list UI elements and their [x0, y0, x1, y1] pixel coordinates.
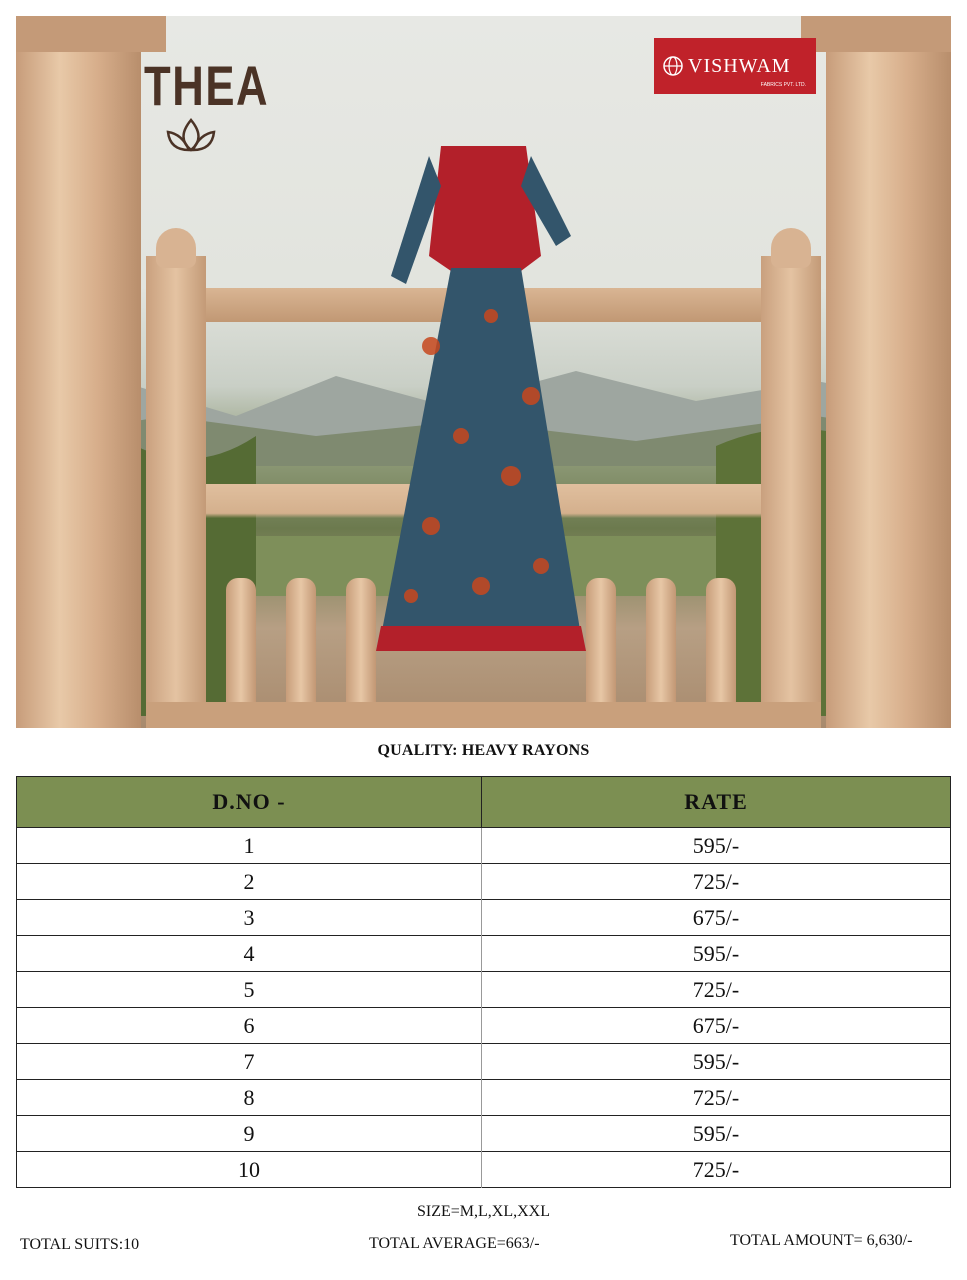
- product-photo: [16, 16, 951, 728]
- dno-cell: 3: [17, 900, 482, 936]
- total-amount: TOTAL AMOUNT= 6,630/-: [730, 1232, 913, 1249]
- lotus-leaf-icon: [166, 118, 216, 152]
- railing-post-left: [146, 256, 206, 728]
- table-header-row: [17, 777, 951, 828]
- vishwam-logo-subtext: FABRICS PVT. LTD.: [760, 82, 806, 88]
- globe-icon: [662, 55, 684, 77]
- table-row: [17, 1008, 951, 1044]
- right-pillar: [826, 16, 951, 728]
- total-suits: TOTAL SUITS:10: [20, 1236, 140, 1253]
- rate-cell: 725/-: [482, 1080, 951, 1116]
- vishwam-logo: [654, 38, 816, 94]
- total-average: TOTAL AVERAGE=663/-: [369, 1235, 540, 1252]
- rate-table: [16, 776, 951, 1188]
- left-pillar: [16, 16, 141, 728]
- rate-cell: 675/-: [482, 900, 951, 936]
- railing-post-right: [761, 256, 821, 728]
- dno-cell: 4: [17, 936, 482, 972]
- dno-cell: 6: [17, 1008, 482, 1044]
- table-row: [17, 1152, 951, 1188]
- dno-cell: 10: [17, 1152, 482, 1188]
- rate-cell: 595/-: [482, 936, 951, 972]
- table-row: [17, 1044, 951, 1080]
- right-pillar-cap: [801, 16, 951, 52]
- dno-cell: 1: [17, 828, 482, 864]
- vishwam-logo-text: VISHWAM: [688, 54, 791, 77]
- left-pillar-cap: [16, 16, 166, 52]
- table-row: [17, 864, 951, 900]
- quality-label: QUALITY: HEAVY RAYONS: [377, 742, 590, 759]
- table-row: [17, 1116, 951, 1152]
- rate-cell: 595/-: [482, 1116, 951, 1152]
- finial: [771, 228, 811, 268]
- dno-cell: 5: [17, 972, 482, 1008]
- model-in-kurti: [371, 146, 601, 676]
- railing-base: [146, 702, 821, 728]
- dno-cell: 7: [17, 1044, 482, 1080]
- rate-cell: 725/-: [482, 1152, 951, 1188]
- table-row: [17, 900, 951, 936]
- rate-cell: 595/-: [482, 828, 951, 864]
- table-row: [17, 936, 951, 972]
- size-info: SIZE=M,L,XL,XXL: [416, 1203, 550, 1220]
- rate-cell: 595/-: [482, 1044, 951, 1080]
- table-row: [17, 1080, 951, 1116]
- table-row: [17, 828, 951, 864]
- rate-cell: 725/-: [482, 864, 951, 900]
- dno-cell: 9: [17, 1116, 482, 1152]
- dno-cell: 2: [17, 864, 482, 900]
- finial: [156, 228, 196, 268]
- thea-logo: THEA: [144, 54, 270, 117]
- rate-cell: 725/-: [482, 972, 951, 1008]
- dno-column-header: D.NO -: [17, 777, 482, 828]
- rate-column-header: RATE: [482, 777, 951, 828]
- dno-cell: 8: [17, 1080, 482, 1116]
- table-row: [17, 972, 951, 1008]
- rate-cell: 675/-: [482, 1008, 951, 1044]
